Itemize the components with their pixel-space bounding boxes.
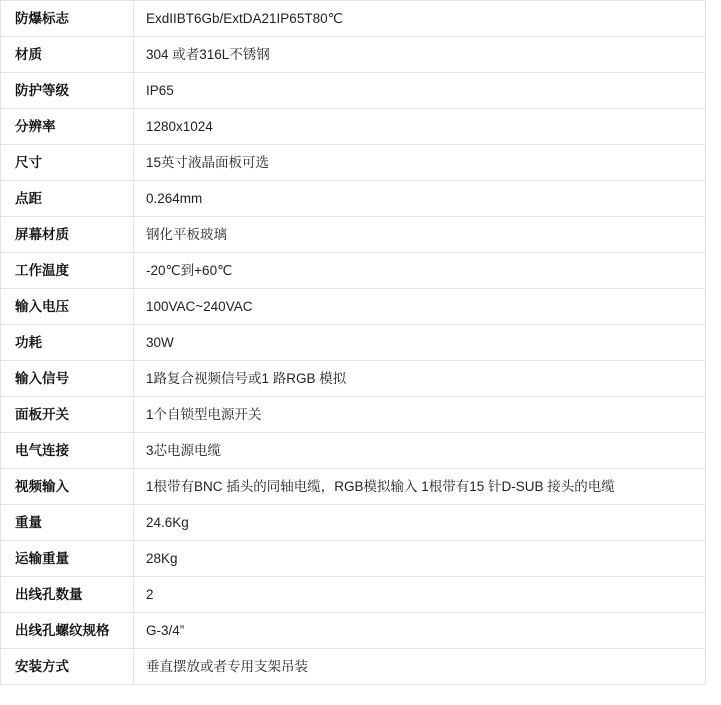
table-row bbox=[1, 37, 706, 73]
table-row bbox=[1, 577, 706, 613]
spec-value: 0.264mm bbox=[134, 181, 706, 217]
specification-table-body bbox=[1, 1, 706, 685]
table-row bbox=[1, 181, 706, 217]
table-row bbox=[1, 469, 706, 505]
table-row bbox=[1, 541, 706, 577]
table-row bbox=[1, 397, 706, 433]
spec-value: -20℃到+60℃ bbox=[134, 253, 706, 289]
spec-value: G-3/4” bbox=[134, 613, 706, 649]
table-row bbox=[1, 649, 706, 685]
table-row bbox=[1, 145, 706, 181]
table-row bbox=[1, 613, 706, 649]
spec-label: 点距 bbox=[1, 181, 134, 217]
spec-label: 出线孔螺纹规格 bbox=[1, 613, 134, 649]
spec-label: 尺寸 bbox=[1, 145, 134, 181]
table-row bbox=[1, 361, 706, 397]
spec-label: 运输重量 bbox=[1, 541, 134, 577]
spec-label: 防护等级 bbox=[1, 73, 134, 109]
spec-value: 1路复合视频信号或1 路RGB 模拟 bbox=[134, 361, 706, 397]
spec-label: 分辨率 bbox=[1, 109, 134, 145]
spec-value: 100VAC~240VAC bbox=[134, 289, 706, 325]
table-row bbox=[1, 433, 706, 469]
spec-label: 功耗 bbox=[1, 325, 134, 361]
spec-label: 出线孔数量 bbox=[1, 577, 134, 613]
spec-label: 视频输入 bbox=[1, 469, 134, 505]
spec-value: 304 或者316L不锈钢 bbox=[134, 37, 706, 73]
spec-value: 30W bbox=[134, 325, 706, 361]
spec-label: 工作温度 bbox=[1, 253, 134, 289]
spec-value: IP65 bbox=[134, 73, 706, 109]
spec-value: 24.6Kg bbox=[134, 505, 706, 541]
spec-value: 2 bbox=[134, 577, 706, 613]
table-row bbox=[1, 109, 706, 145]
spec-label: 输入信号 bbox=[1, 361, 134, 397]
table-row bbox=[1, 217, 706, 253]
spec-value: 钢化平板玻璃 bbox=[134, 217, 706, 253]
table-row bbox=[1, 325, 706, 361]
table-row bbox=[1, 73, 706, 109]
spec-label: 重量 bbox=[1, 505, 134, 541]
spec-value: 1个自锁型电源开关 bbox=[134, 397, 706, 433]
spec-label: 面板开关 bbox=[1, 397, 134, 433]
spec-value: 1280x1024 bbox=[134, 109, 706, 145]
spec-label: 防爆标志 bbox=[1, 1, 134, 37]
table-row bbox=[1, 289, 706, 325]
spec-label: 输入电压 bbox=[1, 289, 134, 325]
spec-value: ExdIIBT6Gb/ExtDA21IP65T80℃ bbox=[134, 1, 706, 37]
spec-value: 1根带有BNC 插头的同轴电缆，RGB模拟输入 1根带有15 针D-SUB 接头的电缆 bbox=[134, 469, 706, 505]
spec-label: 屏幕材质 bbox=[1, 217, 134, 253]
table-row bbox=[1, 505, 706, 541]
spec-label: 电气连接 bbox=[1, 433, 134, 469]
spec-label: 材质 bbox=[1, 37, 134, 73]
spec-value: 15英寸液晶面板可选 bbox=[134, 145, 706, 181]
spec-value: 3芯电源电缆 bbox=[134, 433, 706, 469]
table-row bbox=[1, 253, 706, 289]
table-row bbox=[1, 1, 706, 37]
spec-value: 垂直摆放或者专用支架吊装 bbox=[134, 649, 706, 685]
spec-label: 安装方式 bbox=[1, 649, 134, 685]
spec-value: 28Kg bbox=[134, 541, 706, 577]
